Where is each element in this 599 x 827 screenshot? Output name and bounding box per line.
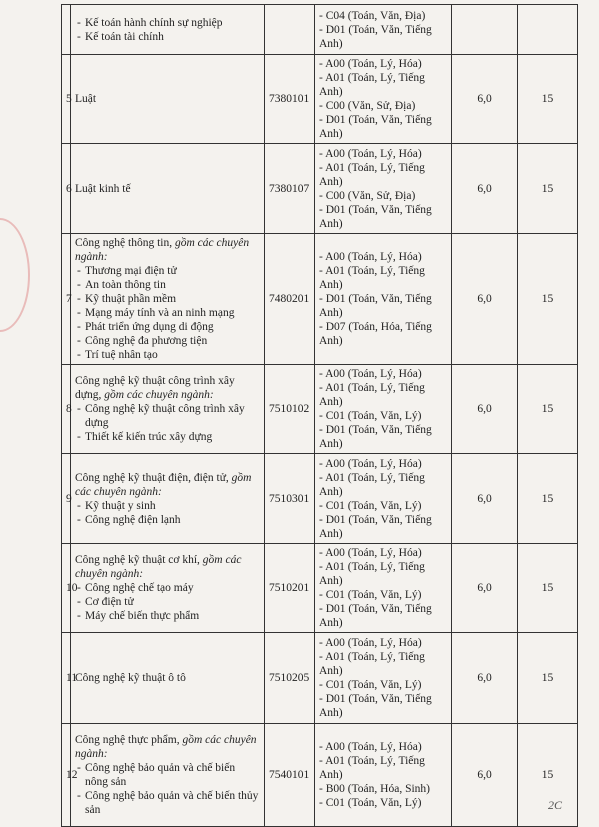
- major-code: 7510205: [265, 633, 315, 724]
- major-title: Công nghệ kỹ thuật điện, điện tử, gồm các chuyên ngành:: [75, 471, 252, 498]
- table-row: [62, 633, 578, 724]
- subject-combination: - A00 (Toán, Lý, Hóa): [319, 741, 422, 753]
- subject-combination: - A00 (Toán, Lý, Hóa): [319, 251, 422, 263]
- specialization-item: - Công nghệ điện lạnh: [75, 513, 260, 527]
- quota: 15: [518, 633, 578, 724]
- specialization-item: - An toàn thông tin: [75, 278, 260, 292]
- row-number: 10: [62, 544, 71, 633]
- min-score: 6,0: [452, 544, 518, 633]
- subject-combination: - A00 (Toán, Lý, Hóa): [319, 58, 422, 70]
- admissions-table: [61, 4, 578, 827]
- table-row: [62, 544, 578, 633]
- major-code: 7380101: [265, 55, 315, 144]
- subject-combination: - D01 (Toán, Văn, Tiếng Anh): [319, 23, 432, 50]
- min-score: 6,0: [452, 365, 518, 454]
- major-cell: [71, 5, 265, 55]
- table-row: [62, 5, 578, 55]
- specialization-item: - Thương mại điện tử: [75, 264, 260, 278]
- major-title: Luật kinh tế: [75, 182, 131, 195]
- specialization-item: - Phát triển ứng dụng di động: [75, 320, 260, 334]
- specialization-item: - Công nghệ chế tạo máy: [75, 581, 260, 595]
- subject-combinations: [315, 365, 452, 454]
- subject-combination: - A00 (Toán, Lý, Hóa): [319, 147, 422, 160]
- subject-combination: - A01 (Toán, Lý, Tiếng Anh): [319, 72, 425, 98]
- table-row: [62, 454, 578, 544]
- min-score: 6,0: [452, 234, 518, 365]
- specialization-item: - Mạng máy tính và an ninh mạng: [75, 306, 260, 320]
- subject-combination: - A01 (Toán, Lý, Tiếng Anh): [319, 651, 425, 677]
- quota: [518, 5, 578, 55]
- table-row: [62, 55, 578, 144]
- subject-combination: - D01 (Toán, Văn, Tiếng Anh): [319, 603, 432, 629]
- row-number: 6: [62, 144, 71, 234]
- subject-combination: - C00 (Văn, Sử, Địa): [319, 189, 416, 202]
- subject-combination: - C01 (Toán, Văn, Lý): [319, 797, 422, 809]
- quota: 15: [518, 144, 578, 234]
- subject-combination: - A01 (Toán, Lý, Tiếng Anh): [319, 265, 425, 291]
- specialization-item: - Kỹ thuật phần mềm: [75, 292, 260, 306]
- row-number: 9: [62, 454, 71, 544]
- specialization-item: - Kế toán hành chính sự nghiệp: [75, 16, 260, 30]
- major-cell: [71, 144, 265, 234]
- major-code: 7540101: [265, 724, 315, 827]
- major-cell: [71, 724, 265, 827]
- subject-combinations: [315, 144, 452, 234]
- specialization-list: [75, 264, 260, 362]
- subject-combination: - C00 (Văn, Sử, Địa): [319, 100, 416, 112]
- major-code: [265, 5, 315, 55]
- quota: 15: [518, 234, 578, 365]
- subject-combination: - C04 (Toán, Văn, Địa): [319, 9, 426, 22]
- subject-combination: - D01 (Toán, Văn, Tiếng Anh): [319, 513, 432, 540]
- subject-combination: - D01 (Toán, Văn, Tiếng Anh): [319, 293, 432, 319]
- subject-combinations: [315, 55, 452, 144]
- specialization-item: - Công nghệ bảo quản và chế biến thủy sản: [75, 789, 260, 817]
- page-number: 2C: [548, 798, 563, 812]
- major-code: 7480201: [265, 234, 315, 365]
- quota: 15: [518, 365, 578, 454]
- row-number: 11: [62, 633, 71, 724]
- min-score: 6,0: [452, 633, 518, 724]
- quota: 15: [518, 454, 578, 544]
- subject-combination: - D01 (Toán, Văn, Tiếng Anh): [319, 424, 432, 450]
- min-score: 6,0: [452, 55, 518, 144]
- specialization-item: - Công nghệ bảo quản và chế biến nông sản: [75, 761, 260, 789]
- major-title: Công nghệ kỹ thuật ô tô: [75, 672, 186, 684]
- specialization-list: [75, 761, 260, 817]
- major-code: 7380107: [265, 144, 315, 234]
- subject-combination: - A00 (Toán, Lý, Hóa): [319, 457, 422, 470]
- specialization-item: - Máy chế biến thực phẩm: [75, 609, 260, 623]
- major-cell: [71, 234, 265, 365]
- row-number: [62, 5, 71, 55]
- subject-combination: - B00 (Toán, Hóa, Sinh): [319, 783, 430, 795]
- major-title: Công nghệ thực phẩm, gồm các chuyên ngành:: [75, 734, 257, 760]
- subject-combinations: [315, 234, 452, 365]
- min-score: 6,0: [452, 454, 518, 544]
- subject-combination: - A01 (Toán, Lý, Tiếng Anh): [319, 471, 425, 498]
- major-title: Công nghệ kỹ thuật cơ khí, gồm các chuyên ngành:: [75, 554, 242, 580]
- row-number: 12: [62, 724, 71, 827]
- red-stamp-seal: [0, 218, 30, 332]
- specialization-list: [75, 402, 260, 444]
- subject-combination: - A00 (Toán, Lý, Hóa): [319, 547, 422, 559]
- table-row: [62, 724, 578, 827]
- major-title: Công nghệ kỹ thuật công trình xây dựng, gồm các chuyên ngành:: [75, 375, 235, 401]
- specialization-item: - Công nghệ kỹ thuật công trình xây dựng: [75, 402, 260, 430]
- subject-combination: - A01 (Toán, Lý, Tiếng Anh): [319, 561, 425, 587]
- major-title: Công nghệ thông tin, gồm các chuyên ngành:: [75, 237, 250, 263]
- specialization-item: - Cơ điện tử: [75, 595, 260, 609]
- specialization-list: [75, 581, 260, 623]
- specialization-item: - Thiết kế kiến trúc xây dựng: [75, 430, 260, 444]
- major-cell: [71, 55, 265, 144]
- specialization-item: - Kỹ thuật y sinh: [75, 499, 260, 513]
- subject-combinations: [315, 724, 452, 827]
- subject-combination: - C01 (Toán, Văn, Lý): [319, 410, 422, 422]
- subject-combination: - C01 (Toán, Văn, Lý): [319, 499, 422, 512]
- row-number: 8: [62, 365, 71, 454]
- table-row: [62, 365, 578, 454]
- table-row: [62, 144, 578, 234]
- subject-combination: - A01 (Toán, Lý, Tiếng Anh): [319, 382, 425, 408]
- subject-combinations: [315, 5, 452, 55]
- major-code: 7510301: [265, 454, 315, 544]
- specialization-item: - Kế toán tài chính: [75, 30, 260, 44]
- quota: 15: [518, 724, 578, 827]
- major-cell: [71, 544, 265, 633]
- specialization-item: - Trí tuệ nhân tạo: [75, 348, 260, 362]
- major-cell: [71, 633, 265, 724]
- subject-combinations: [315, 633, 452, 724]
- min-score: 6,0: [452, 724, 518, 827]
- subject-combination: - C01 (Toán, Văn, Lý): [319, 679, 422, 691]
- subject-combinations: [315, 544, 452, 633]
- table-row: [62, 234, 578, 365]
- row-number: 5: [62, 55, 71, 144]
- major-cell: [71, 454, 265, 544]
- subject-combination: - D01 (Toán, Văn, Tiếng Anh): [319, 693, 432, 719]
- subject-combination: - A01 (Toán, Lý, Tiếng Anh): [319, 755, 425, 781]
- subject-combination: - A00 (Toán, Lý, Hóa): [319, 368, 422, 380]
- min-score: 6,0: [452, 144, 518, 234]
- major-title: Luật: [75, 93, 97, 105]
- major-cell: [71, 365, 265, 454]
- subject-combination: - A00 (Toán, Lý, Hóa): [319, 637, 422, 649]
- row-number: 7: [62, 234, 71, 365]
- min-score: [452, 5, 518, 55]
- major-code: 7510102: [265, 365, 315, 454]
- subject-combination: - D07 (Toán, Hóa, Tiếng Anh): [319, 321, 432, 347]
- subject-combination: - A01 (Toán, Lý, Tiếng Anh): [319, 161, 425, 188]
- subject-combination: - D01 (Toán, Văn, Tiếng Anh): [319, 114, 432, 140]
- major-code: 7510201: [265, 544, 315, 633]
- subject-combination: - C01 (Toán, Văn, Lý): [319, 589, 422, 601]
- specialization-list: [75, 16, 260, 44]
- quota: 15: [518, 55, 578, 144]
- subject-combinations: [315, 454, 452, 544]
- specialization-item: - Công nghệ đa phương tiện: [75, 334, 260, 348]
- subject-combination: - D01 (Toán, Văn, Tiếng Anh): [319, 203, 432, 230]
- quota: 15: [518, 544, 578, 633]
- specialization-list: [75, 499, 260, 527]
